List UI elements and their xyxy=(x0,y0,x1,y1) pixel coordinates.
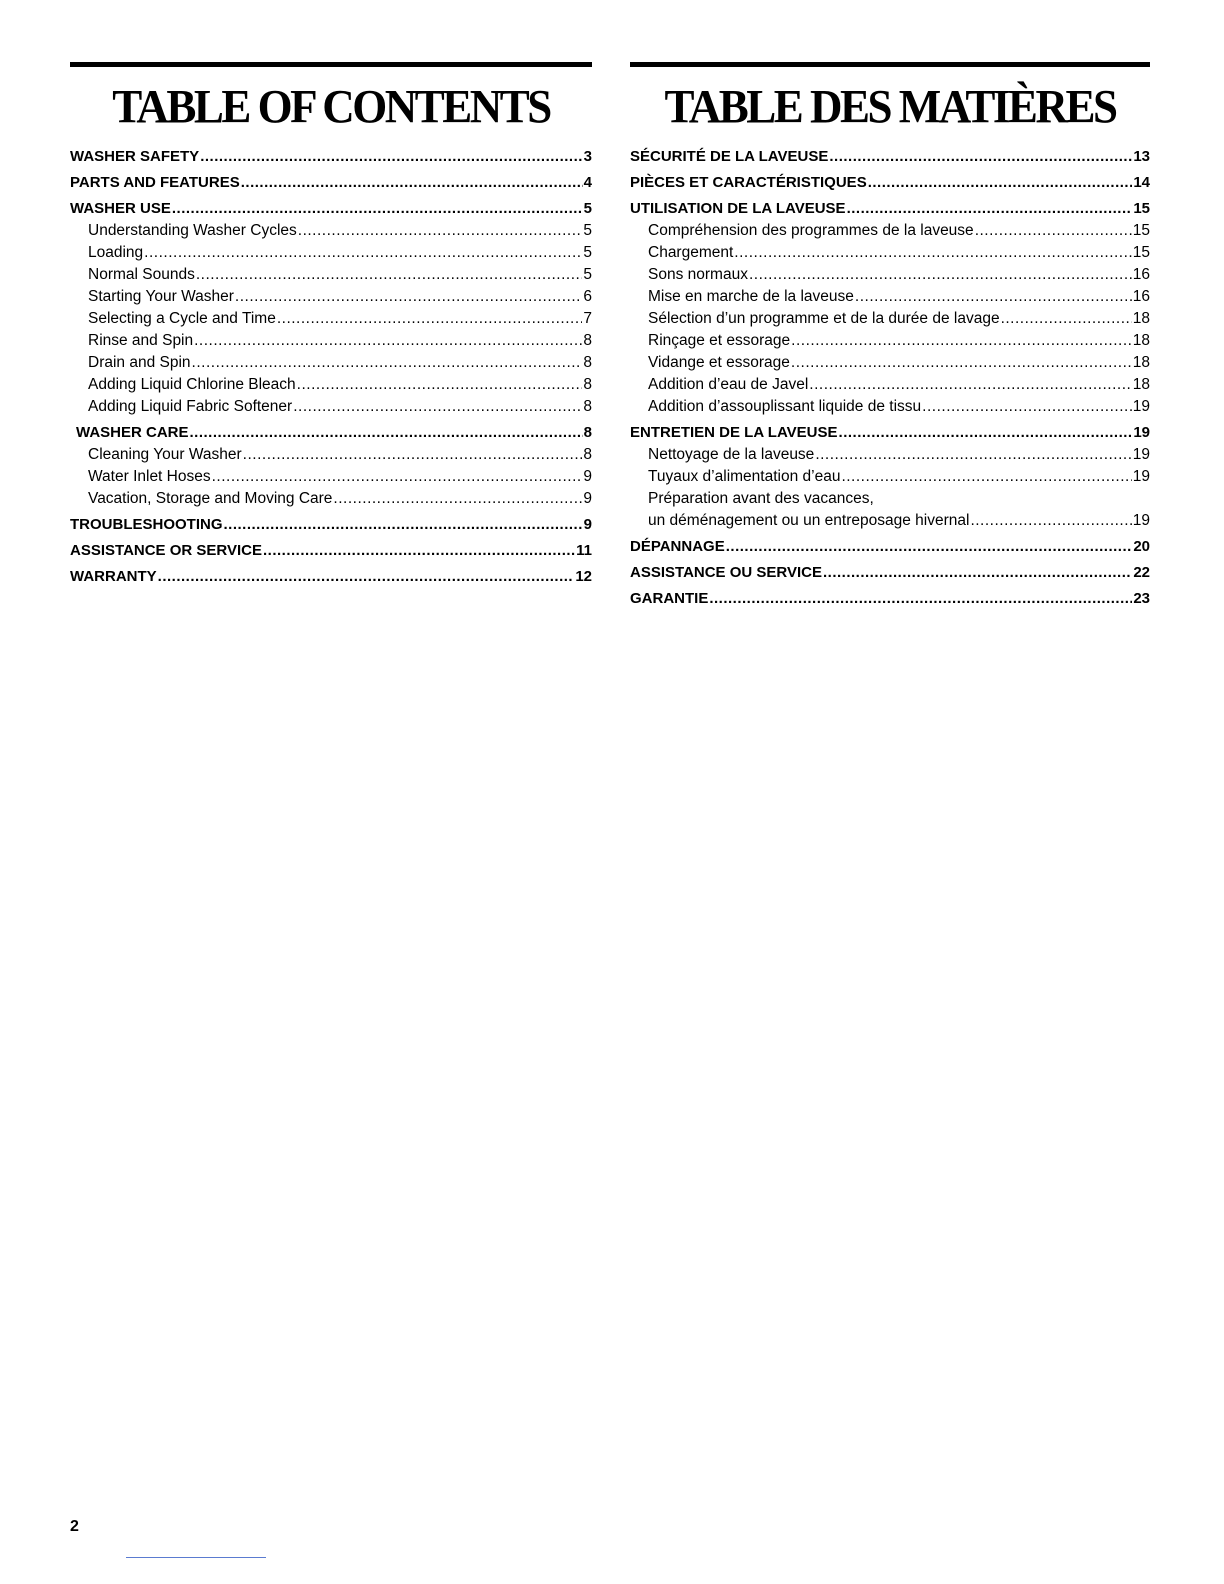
toc-entry[interactable] xyxy=(70,172,592,194)
toc-entry-title: ASSISTANCE OR SERVICE xyxy=(70,542,262,559)
toc-entry-leader-dots xyxy=(212,466,583,488)
toc-entry-leader-dots xyxy=(144,242,582,264)
toc-entry[interactable] xyxy=(630,536,1150,558)
toc-entry-leader-dots xyxy=(847,198,1133,220)
toc-entry-leader-dots xyxy=(194,330,582,352)
toc-entry-leader-dots xyxy=(791,330,1132,352)
toc-entry-title: TROUBLESHOOTING xyxy=(70,516,223,533)
toc-entry[interactable] xyxy=(70,308,592,330)
toc-entry-title: Sons normaux xyxy=(648,266,748,283)
toc-entry-title: PIÈCES ET CARACTÉRISTIQUES xyxy=(630,174,867,191)
toc-entry-page: 8 xyxy=(583,354,592,371)
toc-entry-leader-dots xyxy=(734,242,1131,264)
toc-entry[interactable] xyxy=(70,286,592,308)
toc-entry-page: 22 xyxy=(1133,564,1150,581)
toc-entry-page: 7 xyxy=(583,310,592,327)
toc-entry[interactable] xyxy=(630,264,1150,286)
toc-english-column xyxy=(70,62,592,588)
toc-entry-title: WASHER USE xyxy=(70,200,171,217)
toc-entry-leader-dots xyxy=(809,374,1131,396)
toc-entry-page: 8 xyxy=(583,376,592,393)
toc-entry-page: 11 xyxy=(576,542,592,559)
toc-entry-title: Chargement xyxy=(648,244,734,261)
toc-entry-title: Selecting a Cycle and Time xyxy=(88,310,276,327)
toc-entry-leader-dots xyxy=(333,488,582,510)
toc-heading-english: TABLE OF CONTENTS xyxy=(112,80,550,133)
toc-entry-leader-dots xyxy=(298,220,583,242)
toc-entry-page: 19 xyxy=(1133,424,1150,441)
toc-entry-leader-dots xyxy=(726,536,1133,558)
toc-entry[interactable] xyxy=(630,308,1150,330)
footer-link-underline xyxy=(126,1557,266,1558)
toc-entry-page: 8 xyxy=(583,446,592,463)
toc-entry-leader-dots xyxy=(1001,308,1132,330)
toc-entry-page: 13 xyxy=(1133,148,1150,165)
toc-list-french xyxy=(630,146,1150,610)
toc-entry-leader-dots xyxy=(196,264,583,286)
toc-entry[interactable] xyxy=(70,566,592,588)
toc-entry-page: 16 xyxy=(1132,266,1150,283)
toc-entry-page: 20 xyxy=(1133,538,1150,555)
toc-entry-title: Starting Your Washer xyxy=(88,288,234,305)
toc-entry-title: Nettoyage de la laveuse xyxy=(648,446,815,463)
toc-entry-leader-dots xyxy=(241,172,583,194)
toc-entry-title: WARRANTY xyxy=(70,568,157,585)
toc-entry-page: 4 xyxy=(583,174,592,191)
toc-entry[interactable] xyxy=(630,562,1150,584)
toc-entry-leader-dots xyxy=(224,514,583,536)
toc-entry-page: 8 xyxy=(583,332,592,349)
toc-entry-leader-dots xyxy=(868,172,1133,194)
toc-entry-title: Adding Liquid Chlorine Bleach xyxy=(88,376,296,393)
toc-entry-page: 18 xyxy=(1132,332,1150,349)
toc-entry-page: 5 xyxy=(583,266,592,283)
toc-entry[interactable] xyxy=(630,466,1150,488)
toc-entry-page: 19 xyxy=(1132,512,1150,529)
toc-entry-page: 8 xyxy=(583,398,592,415)
toc-entry[interactable] xyxy=(630,146,1150,168)
toc-entry-leader-dots xyxy=(200,146,582,168)
toc-entry-page: 5 xyxy=(583,222,592,239)
toc-entry-page: 5 xyxy=(583,244,592,261)
toc-entry-page: 8 xyxy=(583,424,592,441)
toc-entry-page: 19 xyxy=(1132,468,1150,485)
toc-list-english xyxy=(70,146,592,588)
toc-entry-page: 19 xyxy=(1132,398,1150,415)
toc-entry[interactable] xyxy=(630,198,1150,220)
toc-entry-title: Normal Sounds xyxy=(88,266,195,283)
toc-entry-page: 6 xyxy=(583,288,592,305)
toc-entry-leader-dots xyxy=(297,374,583,396)
toc-entry-leader-dots xyxy=(158,566,575,588)
toc-entry-leader-dots xyxy=(263,540,575,562)
toc-french-column xyxy=(630,62,1150,610)
toc-entry-title: WASHER SAFETY xyxy=(70,148,200,165)
toc-entry[interactable] xyxy=(630,510,1150,532)
top-rule xyxy=(70,62,592,67)
toc-entry-title: Préparation avant des vacances, xyxy=(648,490,874,507)
toc-entry-leader-dots xyxy=(749,264,1132,286)
toc-entry[interactable] xyxy=(70,514,592,536)
toc-entry-title: SÉCURITÉ DE LA LAVEUSE xyxy=(630,148,829,165)
toc-entry-page: 15 xyxy=(1132,222,1150,239)
toc-entry-title: Rinçage et essorage xyxy=(648,332,791,349)
toc-entry-title: PARTS AND FEATURES xyxy=(70,174,240,191)
top-rule xyxy=(630,62,1150,67)
toc-entry-leader-dots xyxy=(970,510,1131,532)
toc-entry[interactable] xyxy=(630,422,1150,444)
toc-entry-title: Rinse and Spin xyxy=(88,332,194,349)
toc-entry-leader-dots xyxy=(841,466,1131,488)
toc-entry-leader-dots xyxy=(855,286,1132,308)
toc-entry[interactable] xyxy=(70,330,592,352)
toc-entry[interactable] xyxy=(630,488,1150,510)
toc-entry[interactable] xyxy=(70,198,592,220)
toc-entry-leader-dots xyxy=(839,422,1133,444)
toc-entry-leader-dots xyxy=(190,422,583,444)
toc-entry-leader-dots xyxy=(235,286,582,308)
toc-entry-title: Vacation, Storage and Moving Care xyxy=(88,490,333,507)
toc-entry-title: Cleaning Your Washer xyxy=(88,446,242,463)
toc-entry-page: 18 xyxy=(1132,376,1150,393)
toc-entry-leader-dots xyxy=(823,562,1132,584)
toc-entry-page: 15 xyxy=(1132,244,1150,261)
toc-entry-leader-dots xyxy=(277,308,583,330)
toc-entry-title: Compréhension des programmes de la laveuse xyxy=(648,222,974,239)
toc-entry[interactable] xyxy=(70,146,592,168)
toc-entry[interactable] xyxy=(70,352,592,374)
toc-entry-title: UTILISATION DE LA LAVEUSE xyxy=(630,200,846,217)
toc-entry-title: Adding Liquid Fabric Softener xyxy=(88,398,293,415)
toc-entry-title: ENTRETIEN DE LA LAVEUSE xyxy=(630,424,838,441)
toc-entry[interactable] xyxy=(70,466,592,488)
page-number: 2 xyxy=(70,1518,79,1535)
toc-entry[interactable] xyxy=(630,330,1150,352)
toc-entry-title: WASHER CARE xyxy=(76,424,189,441)
toc-entry-leader-dots xyxy=(172,198,583,220)
toc-entry-page: 9 xyxy=(583,516,592,533)
toc-entry-title: Sélection d’un programme et de la durée de lavage xyxy=(648,310,1000,327)
toc-entry[interactable] xyxy=(630,242,1150,264)
toc-entry-title: Tuyaux d’alimentation d’eau xyxy=(648,468,841,485)
toc-entry-title: GARANTIE xyxy=(630,590,709,607)
toc-entry-page: 18 xyxy=(1132,310,1150,327)
toc-entry-title: Understanding Washer Cycles xyxy=(88,222,297,239)
toc-entry[interactable] xyxy=(630,444,1150,466)
toc-entry-title: DÉPANNAGE xyxy=(630,538,725,555)
toc-entry[interactable] xyxy=(630,352,1150,374)
toc-entry-title: Addition d’eau de Javel xyxy=(648,376,809,393)
toc-entry-page: 18 xyxy=(1132,354,1150,371)
toc-entry-title: Mise en marche de la laveuse xyxy=(648,288,854,305)
toc-entry[interactable] xyxy=(630,374,1150,396)
toc-entry[interactable] xyxy=(70,242,592,264)
toc-entry-page: 12 xyxy=(575,568,592,585)
toc-entry-page: 3 xyxy=(583,148,592,165)
toc-entry-title: ASSISTANCE OU SERVICE xyxy=(630,564,822,581)
toc-entry-leader-dots xyxy=(293,396,582,418)
toc-entry-page: 5 xyxy=(583,200,592,217)
toc-entry-leader-dots xyxy=(791,352,1132,374)
toc-entry-page: 9 xyxy=(583,490,592,507)
toc-entry-title: Loading xyxy=(88,244,144,261)
toc-entry[interactable] xyxy=(70,488,592,510)
toc-entry-title: Vidange et essorage xyxy=(648,354,790,371)
toc-entry-page: 19 xyxy=(1132,446,1150,463)
toc-heading-french: TABLE DES MATIÈRES xyxy=(664,80,1116,133)
toc-entry-leader-dots xyxy=(829,146,1132,168)
toc-entry-page: 9 xyxy=(583,468,592,485)
toc-entry-title: Water Inlet Hoses xyxy=(88,468,211,485)
toc-entry-page: 14 xyxy=(1133,174,1150,191)
toc-entry[interactable] xyxy=(630,396,1150,418)
toc-entry[interactable] xyxy=(70,264,592,286)
toc-entry[interactable] xyxy=(70,396,592,418)
toc-entry-title: Addition d’assouplissant liquide de tissu xyxy=(648,398,922,415)
toc-entry[interactable] xyxy=(70,220,592,242)
toc-entry[interactable] xyxy=(70,444,592,466)
toc-entry-leader-dots xyxy=(709,588,1132,610)
toc-entry-page: 15 xyxy=(1133,200,1150,217)
toc-entry[interactable] xyxy=(70,374,592,396)
toc-entry-leader-dots xyxy=(815,444,1131,466)
toc-entry-leader-dots xyxy=(975,220,1132,242)
toc-entry[interactable] xyxy=(630,172,1150,194)
toc-entry-leader-dots xyxy=(243,444,583,466)
toc-entry[interactable] xyxy=(630,220,1150,242)
toc-entry-title: un déménagement ou un entreposage hivernal xyxy=(648,512,970,529)
toc-entry[interactable] xyxy=(630,286,1150,308)
toc-entry-page: 16 xyxy=(1132,288,1150,305)
toc-entry[interactable] xyxy=(70,422,592,444)
toc-entry[interactable] xyxy=(70,540,592,562)
toc-entry[interactable] xyxy=(630,588,1150,610)
toc-entry-page: 23 xyxy=(1133,590,1150,607)
toc-entry-leader-dots xyxy=(192,352,583,374)
toc-entry-title: Drain and Spin xyxy=(88,354,191,371)
toc-entry-leader-dots xyxy=(922,396,1132,418)
